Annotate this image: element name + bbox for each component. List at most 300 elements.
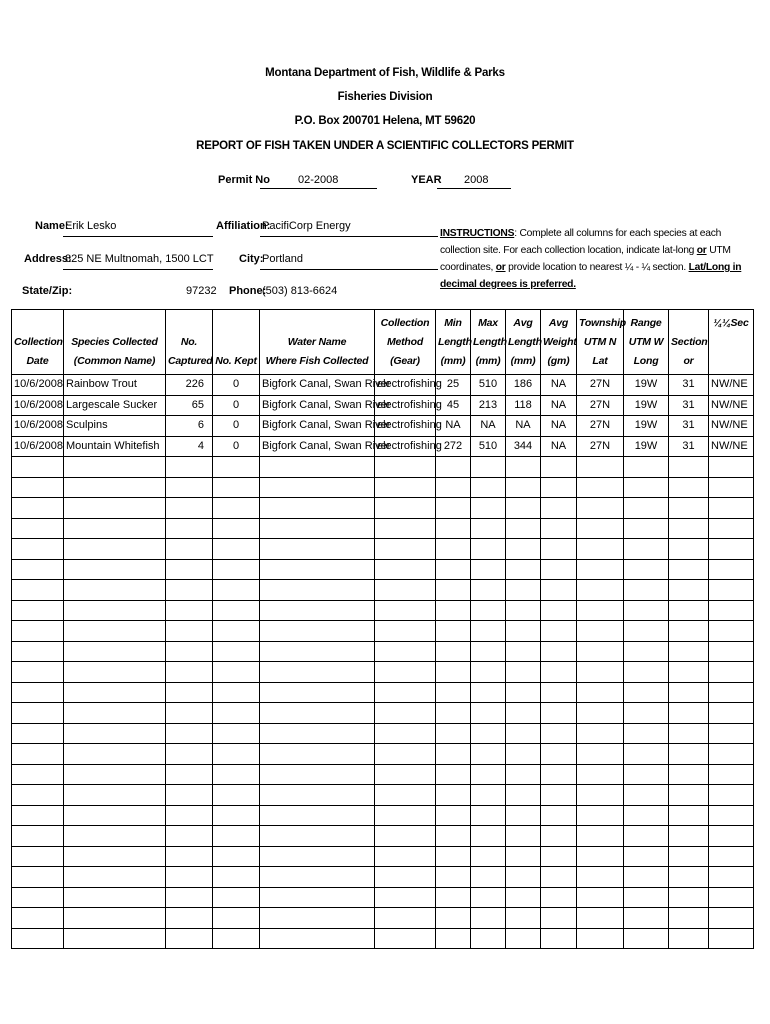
cell-range-utm-w[interactable] bbox=[624, 682, 669, 703]
cell-quarter-quarter-section[interactable] bbox=[709, 826, 754, 847]
cell-range-utm-w[interactable] bbox=[624, 662, 669, 683]
cell-species-collected[interactable] bbox=[64, 826, 166, 847]
cell-section[interactable] bbox=[669, 826, 709, 847]
cell-water-name[interactable] bbox=[260, 928, 375, 949]
cell-water-name[interactable] bbox=[260, 744, 375, 765]
cell-max-length[interactable] bbox=[471, 703, 506, 724]
cell-township-utm-n[interactable] bbox=[577, 723, 624, 744]
cell-min-length[interactable] bbox=[436, 498, 471, 519]
cell-section[interactable] bbox=[669, 805, 709, 826]
cell-collection-date[interactable] bbox=[12, 867, 64, 888]
cell-range-utm-w[interactable] bbox=[624, 641, 669, 662]
cell-quarter-quarter-section[interactable] bbox=[709, 518, 754, 539]
cell-avg-length[interactable] bbox=[506, 600, 541, 621]
cell-avg-length[interactable] bbox=[506, 641, 541, 662]
cell-quarter-quarter-section[interactable] bbox=[709, 744, 754, 765]
cell-no-kept[interactable] bbox=[213, 518, 260, 539]
cell-section[interactable] bbox=[669, 846, 709, 867]
cell-range-utm-w[interactable] bbox=[624, 559, 669, 580]
cell-species-collected[interactable] bbox=[64, 908, 166, 929]
cell-avg-length[interactable] bbox=[506, 580, 541, 601]
cell-quarter-quarter-section[interactable] bbox=[709, 662, 754, 683]
cell-water-name[interactable] bbox=[260, 908, 375, 929]
cell-avg-length[interactable] bbox=[506, 764, 541, 785]
cell-no-captured[interactable] bbox=[166, 539, 213, 560]
cell-section[interactable] bbox=[669, 785, 709, 806]
cell-avg-weight[interactable] bbox=[541, 846, 577, 867]
cell-species-collected[interactable] bbox=[64, 498, 166, 519]
cell-quarter-quarter-section[interactable] bbox=[709, 682, 754, 703]
cell-no-captured[interactable] bbox=[166, 518, 213, 539]
cell-collection-date[interactable] bbox=[12, 457, 64, 478]
cell-species-collected[interactable] bbox=[64, 621, 166, 642]
cell-min-length[interactable] bbox=[436, 621, 471, 642]
cell-collection-method[interactable] bbox=[375, 580, 436, 601]
cell-avg-length[interactable] bbox=[506, 805, 541, 826]
cell-min-length[interactable] bbox=[436, 723, 471, 744]
cell-no-kept[interactable] bbox=[213, 764, 260, 785]
cell-no-kept[interactable] bbox=[213, 498, 260, 519]
cell-species-collected[interactable] bbox=[64, 682, 166, 703]
cell-no-captured[interactable] bbox=[166, 723, 213, 744]
cell-avg-weight[interactable] bbox=[541, 785, 577, 806]
cell-water-name[interactable] bbox=[260, 764, 375, 785]
cell-no-kept[interactable] bbox=[213, 908, 260, 929]
cell-collection-method[interactable] bbox=[375, 600, 436, 621]
cell-quarter-quarter-section[interactable] bbox=[709, 723, 754, 744]
cell-min-length[interactable] bbox=[436, 805, 471, 826]
cell-avg-weight[interactable] bbox=[541, 498, 577, 519]
cell-no-kept[interactable] bbox=[213, 621, 260, 642]
cell-section[interactable] bbox=[669, 498, 709, 519]
cell-collection-date[interactable] bbox=[12, 785, 64, 806]
cell-collection-date[interactable] bbox=[12, 580, 64, 601]
cell-township-utm-n[interactable] bbox=[577, 621, 624, 642]
cell-avg-length[interactable] bbox=[506, 682, 541, 703]
cell-collection-method[interactable] bbox=[375, 703, 436, 724]
cell-section[interactable] bbox=[669, 887, 709, 908]
cell-species-collected[interactable] bbox=[64, 867, 166, 888]
cell-township-utm-n[interactable] bbox=[577, 908, 624, 929]
cell-min-length[interactable] bbox=[436, 539, 471, 560]
cell-range-utm-w[interactable] bbox=[624, 723, 669, 744]
cell-avg-length[interactable] bbox=[506, 928, 541, 949]
cell-avg-weight[interactable] bbox=[541, 457, 577, 478]
cell-section[interactable] bbox=[669, 703, 709, 724]
cell-quarter-quarter-section[interactable] bbox=[709, 580, 754, 601]
cell-collection-date[interactable] bbox=[12, 539, 64, 560]
cell-collection-date[interactable] bbox=[12, 621, 64, 642]
cell-collection-date[interactable] bbox=[12, 641, 64, 662]
cell-section[interactable] bbox=[669, 641, 709, 662]
cell-avg-weight[interactable] bbox=[541, 928, 577, 949]
cell-no-kept[interactable] bbox=[213, 928, 260, 949]
cell-collection-method[interactable] bbox=[375, 621, 436, 642]
cell-avg-weight[interactable] bbox=[541, 662, 577, 683]
cell-township-utm-n[interactable] bbox=[577, 846, 624, 867]
cell-no-captured[interactable] bbox=[166, 682, 213, 703]
cell-avg-length[interactable] bbox=[506, 457, 541, 478]
cell-township-utm-n[interactable] bbox=[577, 887, 624, 908]
cell-quarter-quarter-section[interactable] bbox=[709, 559, 754, 580]
cell-max-length[interactable] bbox=[471, 682, 506, 703]
cell-water-name[interactable] bbox=[260, 580, 375, 601]
cell-min-length[interactable] bbox=[436, 518, 471, 539]
cell-max-length[interactable] bbox=[471, 887, 506, 908]
cell-avg-length[interactable] bbox=[506, 498, 541, 519]
cell-township-utm-n[interactable] bbox=[577, 785, 624, 806]
cell-avg-length[interactable] bbox=[506, 785, 541, 806]
cell-township-utm-n[interactable] bbox=[577, 928, 624, 949]
cell-avg-weight[interactable] bbox=[541, 764, 577, 785]
cell-collection-date[interactable] bbox=[12, 846, 64, 867]
cell-avg-length[interactable] bbox=[506, 744, 541, 765]
cell-no-captured[interactable] bbox=[166, 928, 213, 949]
cell-range-utm-w[interactable] bbox=[624, 785, 669, 806]
cell-min-length[interactable] bbox=[436, 785, 471, 806]
cell-avg-length[interactable] bbox=[506, 539, 541, 560]
cell-water-name[interactable] bbox=[260, 559, 375, 580]
cell-avg-weight[interactable] bbox=[541, 518, 577, 539]
cell-quarter-quarter-section[interactable] bbox=[709, 908, 754, 929]
cell-max-length[interactable] bbox=[471, 600, 506, 621]
cell-township-utm-n[interactable] bbox=[577, 641, 624, 662]
cell-min-length[interactable] bbox=[436, 682, 471, 703]
cell-collection-date[interactable] bbox=[12, 518, 64, 539]
cell-no-kept[interactable] bbox=[213, 559, 260, 580]
cell-collection-date[interactable] bbox=[12, 908, 64, 929]
cell-quarter-quarter-section[interactable] bbox=[709, 887, 754, 908]
cell-township-utm-n[interactable] bbox=[577, 805, 624, 826]
cell-collection-date[interactable] bbox=[12, 600, 64, 621]
cell-max-length[interactable] bbox=[471, 559, 506, 580]
cell-collection-method[interactable] bbox=[375, 908, 436, 929]
cell-no-kept[interactable] bbox=[213, 723, 260, 744]
cell-collection-method[interactable] bbox=[375, 457, 436, 478]
cell-township-utm-n[interactable] bbox=[577, 662, 624, 683]
cell-species-collected[interactable] bbox=[64, 559, 166, 580]
cell-min-length[interactable] bbox=[436, 846, 471, 867]
cell-avg-weight[interactable] bbox=[541, 703, 577, 724]
cell-water-name[interactable] bbox=[260, 539, 375, 560]
cell-no-captured[interactable] bbox=[166, 744, 213, 765]
cell-quarter-quarter-section[interactable] bbox=[709, 539, 754, 560]
cell-avg-length[interactable] bbox=[506, 826, 541, 847]
cell-water-name[interactable] bbox=[260, 518, 375, 539]
cell-max-length[interactable] bbox=[471, 805, 506, 826]
cell-township-utm-n[interactable] bbox=[577, 518, 624, 539]
cell-water-name[interactable] bbox=[260, 846, 375, 867]
cell-section[interactable] bbox=[669, 744, 709, 765]
cell-section[interactable] bbox=[669, 621, 709, 642]
cell-avg-weight[interactable] bbox=[541, 867, 577, 888]
cell-max-length[interactable] bbox=[471, 785, 506, 806]
cell-collection-date[interactable] bbox=[12, 887, 64, 908]
cell-min-length[interactable] bbox=[436, 580, 471, 601]
cell-max-length[interactable] bbox=[471, 867, 506, 888]
cell-no-kept[interactable] bbox=[213, 682, 260, 703]
cell-collection-method[interactable] bbox=[375, 744, 436, 765]
cell-avg-weight[interactable] bbox=[541, 559, 577, 580]
cell-no-kept[interactable] bbox=[213, 641, 260, 662]
cell-no-kept[interactable] bbox=[213, 662, 260, 683]
cell-collection-date[interactable] bbox=[12, 477, 64, 498]
cell-collection-date[interactable] bbox=[12, 764, 64, 785]
cell-no-kept[interactable] bbox=[213, 785, 260, 806]
cell-species-collected[interactable] bbox=[64, 580, 166, 601]
cell-range-utm-w[interactable] bbox=[624, 703, 669, 724]
cell-species-collected[interactable] bbox=[64, 539, 166, 560]
cell-section[interactable] bbox=[669, 559, 709, 580]
cell-quarter-quarter-section[interactable] bbox=[709, 785, 754, 806]
cell-species-collected[interactable] bbox=[64, 477, 166, 498]
cell-max-length[interactable] bbox=[471, 826, 506, 847]
cell-no-captured[interactable] bbox=[166, 498, 213, 519]
cell-section[interactable] bbox=[669, 908, 709, 929]
cell-max-length[interactable] bbox=[471, 662, 506, 683]
cell-section[interactable] bbox=[669, 928, 709, 949]
cell-species-collected[interactable] bbox=[64, 805, 166, 826]
cell-no-captured[interactable] bbox=[166, 805, 213, 826]
cell-min-length[interactable] bbox=[436, 744, 471, 765]
cell-section[interactable] bbox=[669, 764, 709, 785]
cell-no-captured[interactable] bbox=[166, 457, 213, 478]
cell-collection-method[interactable] bbox=[375, 826, 436, 847]
cell-avg-length[interactable] bbox=[506, 867, 541, 888]
cell-avg-length[interactable] bbox=[506, 887, 541, 908]
cell-water-name[interactable] bbox=[260, 477, 375, 498]
cell-collection-method[interactable] bbox=[375, 785, 436, 806]
cell-no-captured[interactable] bbox=[166, 887, 213, 908]
cell-township-utm-n[interactable] bbox=[577, 477, 624, 498]
cell-collection-method[interactable] bbox=[375, 723, 436, 744]
cell-section[interactable] bbox=[669, 723, 709, 744]
cell-no-captured[interactable] bbox=[166, 580, 213, 601]
cell-range-utm-w[interactable] bbox=[624, 846, 669, 867]
cell-species-collected[interactable] bbox=[64, 641, 166, 662]
cell-min-length[interactable] bbox=[436, 559, 471, 580]
cell-max-length[interactable] bbox=[471, 580, 506, 601]
cell-township-utm-n[interactable] bbox=[577, 764, 624, 785]
cell-max-length[interactable] bbox=[471, 723, 506, 744]
cell-species-collected[interactable] bbox=[64, 662, 166, 683]
cell-avg-length[interactable] bbox=[506, 846, 541, 867]
cell-no-kept[interactable] bbox=[213, 805, 260, 826]
cell-quarter-quarter-section[interactable] bbox=[709, 641, 754, 662]
cell-range-utm-w[interactable] bbox=[624, 477, 669, 498]
cell-avg-weight[interactable] bbox=[541, 539, 577, 560]
cell-range-utm-w[interactable] bbox=[624, 539, 669, 560]
cell-water-name[interactable] bbox=[260, 682, 375, 703]
cell-township-utm-n[interactable] bbox=[577, 559, 624, 580]
cell-species-collected[interactable] bbox=[64, 723, 166, 744]
cell-quarter-quarter-section[interactable] bbox=[709, 498, 754, 519]
cell-collection-date[interactable] bbox=[12, 559, 64, 580]
cell-species-collected[interactable] bbox=[64, 846, 166, 867]
cell-avg-weight[interactable] bbox=[541, 805, 577, 826]
cell-collection-date[interactable] bbox=[12, 682, 64, 703]
cell-no-captured[interactable] bbox=[166, 703, 213, 724]
cell-avg-length[interactable] bbox=[506, 518, 541, 539]
cell-collection-method[interactable] bbox=[375, 867, 436, 888]
cell-range-utm-w[interactable] bbox=[624, 600, 669, 621]
cell-avg-length[interactable] bbox=[506, 723, 541, 744]
cell-range-utm-w[interactable] bbox=[624, 887, 669, 908]
cell-section[interactable] bbox=[669, 600, 709, 621]
cell-water-name[interactable] bbox=[260, 621, 375, 642]
cell-quarter-quarter-section[interactable] bbox=[709, 477, 754, 498]
cell-species-collected[interactable] bbox=[64, 764, 166, 785]
cell-max-length[interactable] bbox=[471, 539, 506, 560]
cell-section[interactable] bbox=[669, 457, 709, 478]
cell-section[interactable] bbox=[669, 682, 709, 703]
cell-avg-weight[interactable] bbox=[541, 826, 577, 847]
cell-quarter-quarter-section[interactable] bbox=[709, 600, 754, 621]
cell-quarter-quarter-section[interactable] bbox=[709, 846, 754, 867]
cell-no-captured[interactable] bbox=[166, 785, 213, 806]
cell-collection-method[interactable] bbox=[375, 477, 436, 498]
cell-min-length[interactable] bbox=[436, 887, 471, 908]
cell-no-kept[interactable] bbox=[213, 867, 260, 888]
cell-quarter-quarter-section[interactable] bbox=[709, 764, 754, 785]
cell-species-collected[interactable] bbox=[64, 785, 166, 806]
cell-max-length[interactable] bbox=[471, 477, 506, 498]
cell-water-name[interactable] bbox=[260, 600, 375, 621]
cell-township-utm-n[interactable] bbox=[577, 457, 624, 478]
cell-township-utm-n[interactable] bbox=[577, 580, 624, 601]
cell-collection-date[interactable] bbox=[12, 723, 64, 744]
cell-max-length[interactable] bbox=[471, 764, 506, 785]
cell-avg-weight[interactable] bbox=[541, 580, 577, 601]
cell-species-collected[interactable] bbox=[64, 600, 166, 621]
cell-section[interactable] bbox=[669, 477, 709, 498]
cell-range-utm-w[interactable] bbox=[624, 928, 669, 949]
cell-township-utm-n[interactable] bbox=[577, 600, 624, 621]
cell-avg-length[interactable] bbox=[506, 621, 541, 642]
cell-range-utm-w[interactable] bbox=[624, 826, 669, 847]
cell-collection-method[interactable] bbox=[375, 539, 436, 560]
cell-range-utm-w[interactable] bbox=[624, 908, 669, 929]
cell-water-name[interactable] bbox=[260, 723, 375, 744]
cell-section[interactable] bbox=[669, 580, 709, 601]
cell-no-captured[interactable] bbox=[166, 826, 213, 847]
cell-species-collected[interactable] bbox=[64, 744, 166, 765]
cell-min-length[interactable] bbox=[436, 457, 471, 478]
cell-township-utm-n[interactable] bbox=[577, 744, 624, 765]
cell-collection-method[interactable] bbox=[375, 805, 436, 826]
cell-avg-weight[interactable] bbox=[541, 682, 577, 703]
cell-species-collected[interactable] bbox=[64, 518, 166, 539]
cell-no-captured[interactable] bbox=[166, 846, 213, 867]
cell-collection-method[interactable] bbox=[375, 559, 436, 580]
cell-range-utm-w[interactable] bbox=[624, 744, 669, 765]
cell-min-length[interactable] bbox=[436, 477, 471, 498]
cell-no-captured[interactable] bbox=[166, 600, 213, 621]
cell-avg-weight[interactable] bbox=[541, 621, 577, 642]
cell-quarter-quarter-section[interactable] bbox=[709, 703, 754, 724]
cell-township-utm-n[interactable] bbox=[577, 498, 624, 519]
cell-range-utm-w[interactable] bbox=[624, 498, 669, 519]
cell-no-kept[interactable] bbox=[213, 826, 260, 847]
cell-avg-length[interactable] bbox=[506, 908, 541, 929]
cell-township-utm-n[interactable] bbox=[577, 826, 624, 847]
cell-township-utm-n[interactable] bbox=[577, 703, 624, 724]
cell-avg-weight[interactable] bbox=[541, 600, 577, 621]
cell-min-length[interactable] bbox=[436, 908, 471, 929]
cell-collection-date[interactable] bbox=[12, 826, 64, 847]
cell-section[interactable] bbox=[669, 539, 709, 560]
cell-avg-length[interactable] bbox=[506, 703, 541, 724]
cell-max-length[interactable] bbox=[471, 457, 506, 478]
cell-avg-weight[interactable] bbox=[541, 723, 577, 744]
cell-min-length[interactable] bbox=[436, 600, 471, 621]
cell-water-name[interactable] bbox=[260, 867, 375, 888]
cell-range-utm-w[interactable] bbox=[624, 518, 669, 539]
cell-no-kept[interactable] bbox=[213, 539, 260, 560]
cell-water-name[interactable] bbox=[260, 805, 375, 826]
cell-avg-weight[interactable] bbox=[541, 744, 577, 765]
cell-collection-date[interactable] bbox=[12, 662, 64, 683]
cell-max-length[interactable] bbox=[471, 846, 506, 867]
cell-min-length[interactable] bbox=[436, 764, 471, 785]
cell-range-utm-w[interactable] bbox=[624, 867, 669, 888]
cell-min-length[interactable] bbox=[436, 703, 471, 724]
cell-range-utm-w[interactable] bbox=[624, 457, 669, 478]
cell-water-name[interactable] bbox=[260, 641, 375, 662]
cell-no-kept[interactable] bbox=[213, 887, 260, 908]
cell-no-kept[interactable] bbox=[213, 457, 260, 478]
cell-no-captured[interactable] bbox=[166, 662, 213, 683]
cell-avg-weight[interactable] bbox=[541, 887, 577, 908]
cell-no-captured[interactable] bbox=[166, 621, 213, 642]
cell-species-collected[interactable] bbox=[64, 928, 166, 949]
cell-max-length[interactable] bbox=[471, 518, 506, 539]
cell-range-utm-w[interactable] bbox=[624, 580, 669, 601]
cell-water-name[interactable] bbox=[260, 826, 375, 847]
cell-no-captured[interactable] bbox=[166, 908, 213, 929]
cell-avg-weight[interactable] bbox=[541, 641, 577, 662]
cell-collection-method[interactable] bbox=[375, 498, 436, 519]
cell-avg-weight[interactable] bbox=[541, 908, 577, 929]
cell-collection-method[interactable] bbox=[375, 928, 436, 949]
cell-collection-method[interactable] bbox=[375, 641, 436, 662]
cell-quarter-quarter-section[interactable] bbox=[709, 621, 754, 642]
cell-avg-weight[interactable] bbox=[541, 477, 577, 498]
cell-no-captured[interactable] bbox=[166, 867, 213, 888]
cell-collection-method[interactable] bbox=[375, 518, 436, 539]
cell-collection-method[interactable] bbox=[375, 682, 436, 703]
cell-section[interactable] bbox=[669, 662, 709, 683]
cell-water-name[interactable] bbox=[260, 498, 375, 519]
cell-quarter-quarter-section[interactable] bbox=[709, 805, 754, 826]
cell-max-length[interactable] bbox=[471, 928, 506, 949]
cell-collection-method[interactable] bbox=[375, 764, 436, 785]
cell-avg-length[interactable] bbox=[506, 662, 541, 683]
cell-water-name[interactable] bbox=[260, 662, 375, 683]
cell-range-utm-w[interactable] bbox=[624, 805, 669, 826]
cell-min-length[interactable] bbox=[436, 867, 471, 888]
cell-township-utm-n[interactable] bbox=[577, 682, 624, 703]
cell-species-collected[interactable] bbox=[64, 887, 166, 908]
cell-collection-method[interactable] bbox=[375, 662, 436, 683]
cell-no-kept[interactable] bbox=[213, 580, 260, 601]
cell-collection-date[interactable] bbox=[12, 805, 64, 826]
cell-quarter-quarter-section[interactable] bbox=[709, 928, 754, 949]
cell-max-length[interactable] bbox=[471, 641, 506, 662]
cell-township-utm-n[interactable] bbox=[577, 867, 624, 888]
cell-water-name[interactable] bbox=[260, 703, 375, 724]
cell-water-name[interactable] bbox=[260, 887, 375, 908]
